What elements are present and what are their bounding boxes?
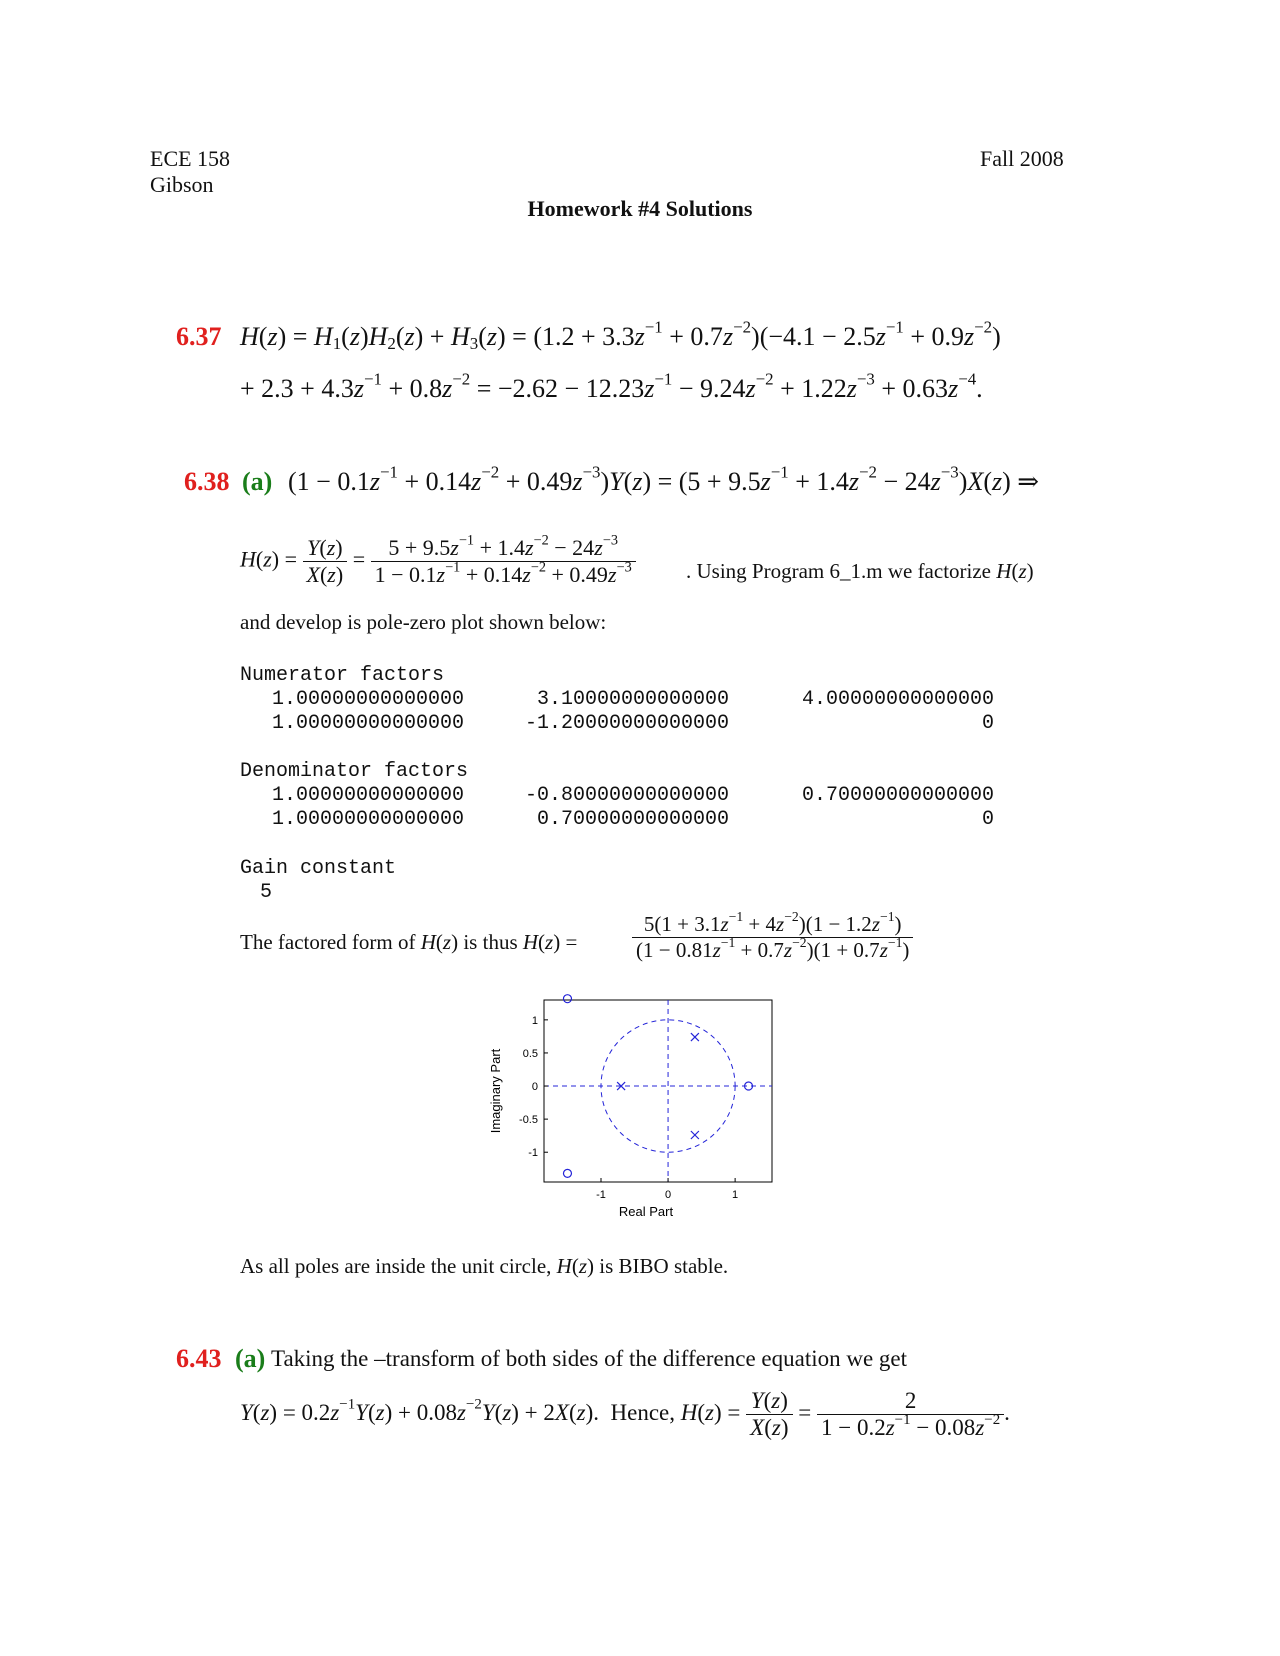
instructor: Gibson <box>150 172 214 197</box>
denominator-row-2 <box>240 808 994 832</box>
y-tick-label: 1 <box>531 1014 538 1027</box>
factor-cell: -0.80000000000000 <box>524 784 729 807</box>
factor-cell: 1.00000000000000 <box>271 712 464 735</box>
x-axis-label: Real Part <box>618 1204 674 1219</box>
problem-number-643: 6.43 <box>176 1344 222 1373</box>
x-tick-label: -1 <box>596 1189 606 1201</box>
factor-cell: 1.00000000000000 <box>271 784 464 807</box>
factor-cell: -1.20000000000000 <box>524 712 729 735</box>
term: Fall 2008 <box>980 146 1064 171</box>
x-tick-label: 0 <box>664 1189 672 1201</box>
factor-cell: 0 <box>981 808 994 831</box>
course-name: ECE 158 <box>150 146 231 171</box>
equation-638-difference: $(1 - 0.1z^{-1} + 0.14z^{-2} + 0.49z^{-3})Y(z) = (5 + 9.5z^{-1} + 1.4z^{-2} - 24z^{-3})X(z)$ ⇒ <box>288 462 1040 496</box>
transfer-function-638: H(z) = $\frac{Y(z)}{X(z)}$ = $\frac{5 + 9.5z^{-1} + 1.4z^{-2} - 24z^{-3}}{1 - 0.1z^{-1} + 0.14z^{-2} + 0.49z^{-3}}$ <box>240 535 636 588</box>
develop-text: and develop is pole-zero plot shown below: <box>240 610 607 634</box>
problem-number-637: 6.37 <box>176 322 222 351</box>
numerator-row-1 <box>240 688 994 712</box>
y-axis-label: Imaginary Part <box>488 1048 503 1134</box>
pole-marker <box>691 1131 699 1139</box>
y-tick-label: -1 <box>528 1147 538 1160</box>
program-text: . Using Program 6_1.m we factorize H(z) <box>686 559 1034 583</box>
difference-equation-643: $Y(z) = 0.2z^{-1}Y(z) + 0.08z^{-2}Y(z) + 2X(z)$. Hence, H(z) = $\frac{Y(z)}{X(z)}$ = $\frac{2}{1 - 0.2z^{-1} - 0.08z^{-2}}$ . <box>240 1388 1010 1440</box>
plot-frame <box>544 1000 772 1182</box>
factor-cell: 0.70000000000000 <box>801 784 994 807</box>
factored-form-text: The factored form of H(z) is thus H(z) = <box>240 930 578 954</box>
factor-cell: 3.10000000000000 <box>536 688 729 711</box>
factor-cell: 4.00000000000000 <box>801 688 994 711</box>
y-tick-label: -0.5 <box>519 1114 538 1127</box>
problem-number-638: 6.38 <box>184 467 230 496</box>
numerator-factors-title: Numerator factors <box>240 664 445 687</box>
part-label-638a: (a) <box>242 467 273 496</box>
y-tick-label: 0 <box>531 1081 538 1094</box>
intro-text-643: Taking the –transform of both sides of the difference equation we get <box>271 1346 908 1371</box>
equation-637-line1: $H(z) = H_1(z)H_2(z) + H_3(z) = (1.2 + 3.3z^{-1} + 0.7z^{-2})(-4.1 - 2.5z^{-1} + 0.9z^{-2})$ <box>240 317 1001 354</box>
numerator-row-2 <box>240 712 994 736</box>
pole-zero-plot <box>480 990 790 1230</box>
y-tick-label: 0.5 <box>522 1047 538 1060</box>
factor-cell: 0 <box>981 712 994 735</box>
zero-marker <box>563 995 571 1003</box>
factored-form-fraction: $\frac{5(1 + 3.1z^{-1} + 4z^{-2})(1 - 1.2z^{-1})}{(1 - 0.81z^{-1} + 0.7z^{-2})(1 + 0.7z^{-1})}$ <box>632 912 913 963</box>
pole-marker <box>691 1033 699 1041</box>
equation-637-line2: + $2.3 + 4.3z^{-1} + 0.8z^{-2} = -2.62 - 12.23z^{-1} - 9.24z^{-2} + 1.22z^{-3} + 0.63z^{-4}$. <box>240 369 983 403</box>
gain-constant-title: Gain constant <box>240 857 397 880</box>
gain-constant-value: 5 <box>260 881 273 904</box>
factor-cell: 1.00000000000000 <box>271 808 464 831</box>
part-label-643a: (a) <box>235 1344 266 1373</box>
factor-cell: 1.00000000000000 <box>271 688 464 711</box>
x-tick-label: 1 <box>732 1189 739 1201</box>
factor-cell: 0.70000000000000 <box>536 808 729 831</box>
zero-marker <box>563 1169 571 1177</box>
denominator-row-1 <box>240 784 994 808</box>
denominator-factors-title: Denominator factors <box>240 760 469 783</box>
conclusion-text: As all poles are inside the unit circle, H(z) is BIBO stable. <box>240 1254 729 1278</box>
page-title: Homework #4 Solutions <box>527 196 753 221</box>
